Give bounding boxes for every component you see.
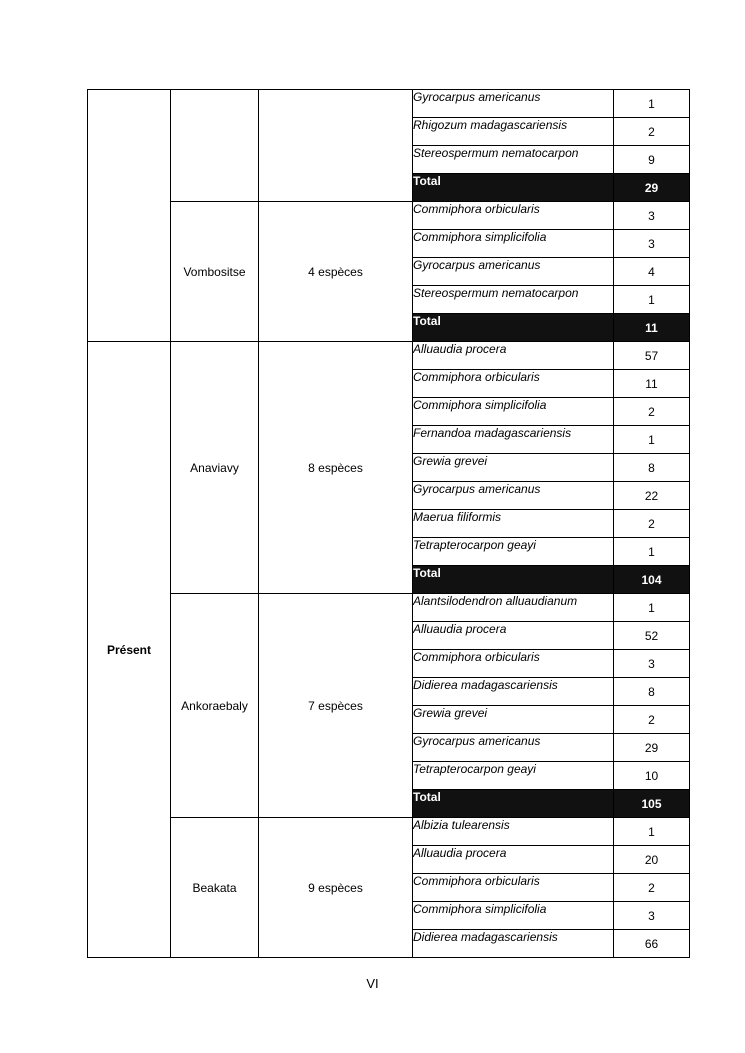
individual-count-cell: 20 bbox=[614, 846, 690, 874]
individual-count-cell: 2 bbox=[614, 510, 690, 538]
page-number: VI bbox=[366, 976, 379, 991]
total-count-cell: 105 bbox=[614, 790, 690, 818]
species-name-cell: Commiphora orbicularis bbox=[413, 874, 614, 902]
species-name-cell: Albizia tulearensis bbox=[413, 818, 614, 846]
species-name-cell: Gyrocarpus americanus bbox=[413, 90, 614, 118]
individual-count-cell: 4 bbox=[614, 258, 690, 286]
individual-count-cell: 52 bbox=[614, 622, 690, 650]
individual-count-cell: 8 bbox=[614, 678, 690, 706]
species-name-cell: Commiphora simplicifolia bbox=[413, 902, 614, 930]
individual-count-cell: 2 bbox=[614, 118, 690, 146]
period-cell bbox=[88, 90, 171, 342]
species-count-cell: 9 espèces bbox=[259, 818, 413, 958]
table-row bbox=[88, 594, 690, 622]
site-name-cell bbox=[171, 90, 259, 202]
individual-count-cell: 1 bbox=[614, 426, 690, 454]
site-name-cell: Vombositse bbox=[171, 202, 259, 342]
species-name-cell: Tetrapterocarpon geayi bbox=[413, 538, 614, 566]
species-name-cell: Grewia grevei bbox=[413, 706, 614, 734]
species-inventory-table bbox=[87, 89, 690, 958]
species-count-cell bbox=[259, 90, 413, 202]
species-name-cell: Commiphora orbicularis bbox=[413, 650, 614, 678]
table-row bbox=[88, 342, 690, 370]
species-name-cell: Didierea madagascariensis bbox=[413, 930, 614, 958]
individual-count-cell: 57 bbox=[614, 342, 690, 370]
total-count-cell: 104 bbox=[614, 566, 690, 594]
individual-count-cell: 10 bbox=[614, 762, 690, 790]
total-count-cell: 11 bbox=[614, 314, 690, 342]
species-count-cell: 7 espèces bbox=[259, 594, 413, 818]
individual-count-cell: 3 bbox=[614, 230, 690, 258]
individual-count-cell: 1 bbox=[614, 538, 690, 566]
species-count-cell: 4 espèces bbox=[259, 202, 413, 342]
individual-count-cell: 1 bbox=[614, 594, 690, 622]
species-name-cell: Tetrapterocarpon geayi bbox=[413, 762, 614, 790]
individual-count-cell: 29 bbox=[614, 734, 690, 762]
individual-count-cell: 1 bbox=[614, 818, 690, 846]
species-name-cell: Rhigozum madagascariensis bbox=[413, 118, 614, 146]
individual-count-cell: 11 bbox=[614, 370, 690, 398]
species-name-cell: Didierea madagascariensis bbox=[413, 678, 614, 706]
species-name-cell: Maerua filiformis bbox=[413, 510, 614, 538]
species-name-cell: Gyrocarpus americanus bbox=[413, 258, 614, 286]
individual-count-cell: 3 bbox=[614, 902, 690, 930]
individual-count-cell: 3 bbox=[614, 202, 690, 230]
individual-count-cell: 9 bbox=[614, 146, 690, 174]
site-name-cell: Anaviavy bbox=[171, 342, 259, 594]
table-row bbox=[88, 90, 690, 118]
total-label-cell: Total bbox=[413, 566, 614, 594]
total-label-cell: Total bbox=[413, 790, 614, 818]
species-name-cell: Stereospermum nematocarpon bbox=[413, 146, 614, 174]
total-count-cell: 29 bbox=[614, 174, 690, 202]
individual-count-cell: 8 bbox=[614, 454, 690, 482]
species-count-cell: 8 espèces bbox=[259, 342, 413, 594]
species-name-cell: Commiphora orbicularis bbox=[413, 202, 614, 230]
table-body bbox=[88, 90, 690, 958]
species-name-cell: Alluaudia procera bbox=[413, 622, 614, 650]
species-name-cell: Fernandoa madagascariensis bbox=[413, 426, 614, 454]
table-row bbox=[88, 202, 690, 230]
species-name-cell: Alluaudia procera bbox=[413, 846, 614, 874]
table-row bbox=[88, 818, 690, 846]
species-name-cell: Commiphora simplicifolia bbox=[413, 230, 614, 258]
individual-count-cell: 22 bbox=[614, 482, 690, 510]
species-name-cell: Grewia grevei bbox=[413, 454, 614, 482]
site-name-cell: Ankoraebaly bbox=[171, 594, 259, 818]
species-name-cell: Gyrocarpus americanus bbox=[413, 482, 614, 510]
species-name-cell: Gyrocarpus americanus bbox=[413, 734, 614, 762]
individual-count-cell: 3 bbox=[614, 650, 690, 678]
species-name-cell: Commiphora simplicifolia bbox=[413, 398, 614, 426]
individual-count-cell: 1 bbox=[614, 286, 690, 314]
species-name-cell: Alantsilodendron alluaudianum bbox=[413, 594, 614, 622]
site-name-cell: Beakata bbox=[171, 818, 259, 958]
individual-count-cell: 2 bbox=[614, 874, 690, 902]
individual-count-cell: 66 bbox=[614, 930, 690, 958]
period-cell: Présent bbox=[88, 342, 171, 958]
individual-count-cell: 2 bbox=[614, 706, 690, 734]
species-name-cell: Stereospermum nematocarpon bbox=[413, 286, 614, 314]
species-name-cell: Alluaudia procera bbox=[413, 342, 614, 370]
total-label-cell: Total bbox=[413, 174, 614, 202]
individual-count-cell: 2 bbox=[614, 398, 690, 426]
total-label-cell: Total bbox=[413, 314, 614, 342]
species-name-cell: Commiphora orbicularis bbox=[413, 370, 614, 398]
individual-count-cell: 1 bbox=[614, 90, 690, 118]
